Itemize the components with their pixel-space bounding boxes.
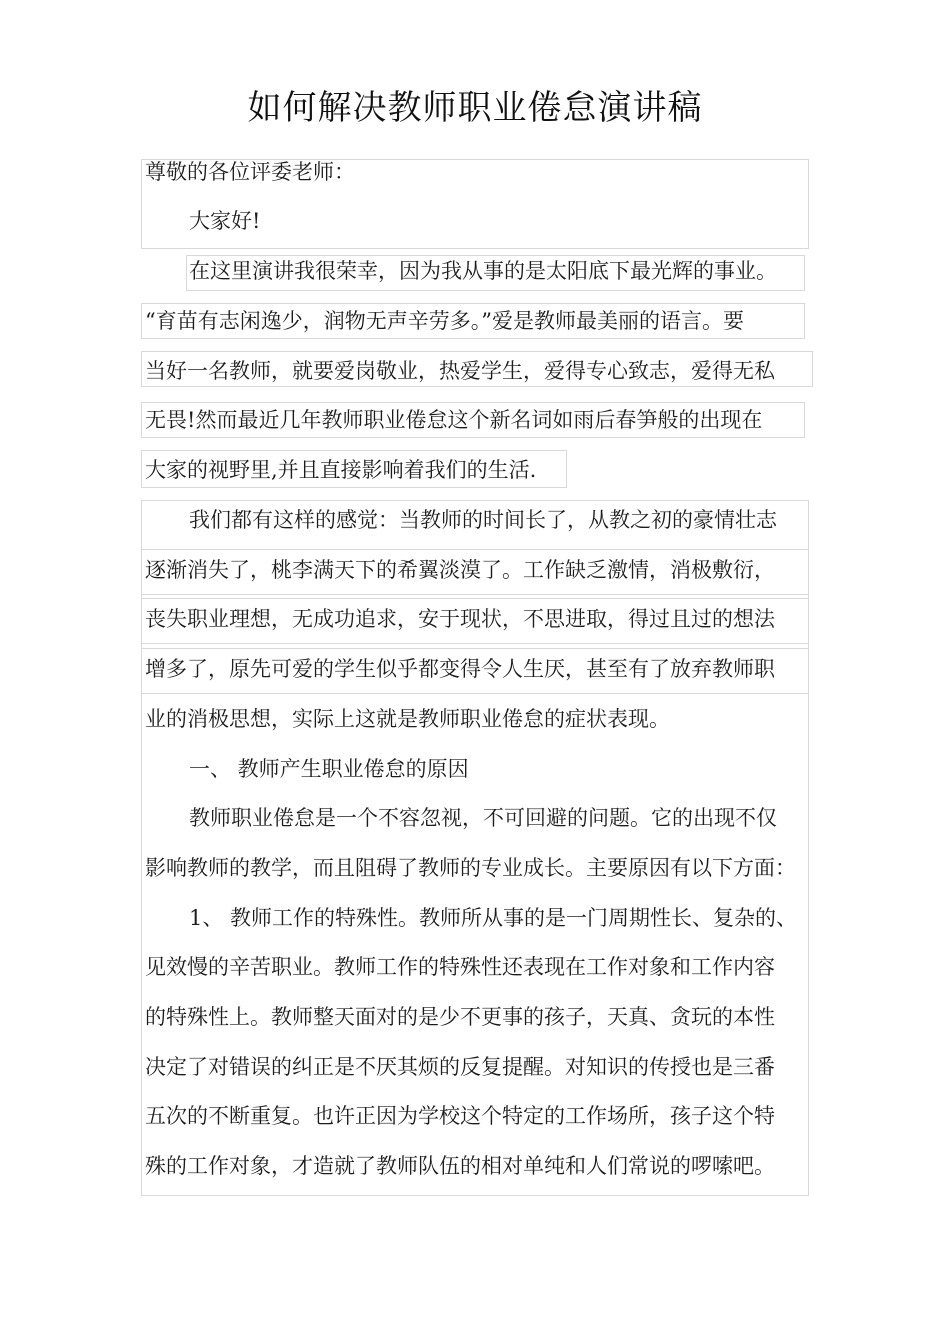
paragraph-line: 我们都有这样的感觉：当教师的时间长了，从教之初的豪情壮志 [189, 508, 777, 532]
paragraph-line: 增多了，原先可爱的学生似乎都变得令人生厌，甚至有了放弃教师职 [145, 657, 775, 681]
paragraph-line: 1、 教师工作的特殊性。教师所从事的是一门周期性长、复杂的、 [189, 906, 798, 930]
salutation: 尊敬的各位评委老师： [145, 160, 355, 184]
paragraph-line: 逐渐消失了，桃李满天下的希翼淡漠了。工作缺乏激情，消极敷衍， [145, 558, 775, 582]
paragraph-line: 殊的工作对象，才造就了教师队伍的相对单纯和人们常说的啰嗦吧。 [145, 1154, 775, 1178]
paragraph-line: 的特殊性上。教师整天面对的是少不更事的孩子，天真、贪玩的本性 [145, 1005, 775, 1029]
paragraph-line: “育苗有志闲逸少，润物无声辛劳多。”爱是教师最美丽的语言。要 [145, 309, 744, 333]
paragraph-line: 业的消极思想，实际上这就是教师职业倦怠的症状表现。 [145, 707, 670, 731]
greeting: 大家好! [189, 209, 261, 233]
section-heading: 一、 教师产生职业倦怠的原因 [189, 757, 469, 781]
paragraph-line: 丧失职业理想，无成功追求，安于现状，不思进取，得过且过的想法 [145, 607, 775, 631]
paragraph-line: 教师职业倦怠是一个不容忽视，不可回避的问题。它的出现不仅 [189, 806, 777, 830]
paragraph-line: 决定了对错误的纠正是不厌其烦的反复提醒。对知识的传授也是三番 [145, 1055, 775, 1079]
paragraph-line: 影响教师的教学，而且阻碍了教师的专业成长。主要原因有以下方面： [145, 856, 796, 880]
document-title: 如何解决教师职业倦怠演讲稿 [247, 88, 703, 128]
paragraph-line: 在这里演讲我很荣幸，因为我从事的是太阳底下最光辉的事业。 [189, 259, 777, 283]
paragraph-line: 见效慢的辛苦职业。教师工作的特殊性还表现在工作对象和工作内容 [145, 955, 775, 979]
paragraph-line: 无畏!然而最近几年教师职业倦怠这个新名词如雨后春笋般的出现在 [145, 408, 763, 432]
paragraph-line: 大家的视野里,并且直接影响着我们的生活. [145, 458, 537, 482]
paragraph-line: 五次的不断重复。也许正因为学校这个特定的工作场所，孩子这个特 [145, 1104, 775, 1128]
paragraph-line: 当好一名教师，就要爱岗敬业，热爱学生，爱得专心致志，爱得无私 [145, 359, 775, 383]
